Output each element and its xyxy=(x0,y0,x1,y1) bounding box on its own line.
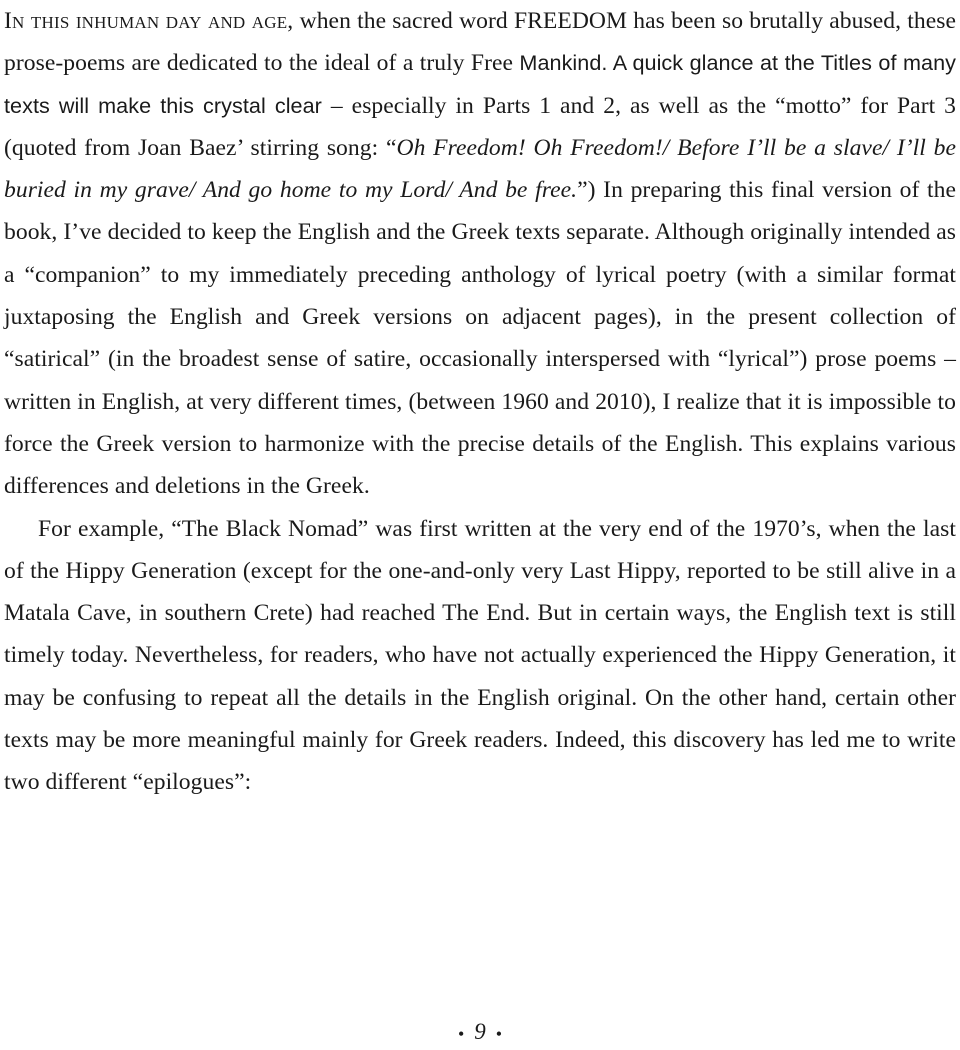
footer-bullet-left: • xyxy=(457,1023,465,1044)
opening-smallcaps: In this inhuman day and age, xyxy=(4,8,294,34)
paragraph-text: when the sacred word FREEDOM has been so brutally abused, these prose-poems are dedicated to the ideal of a truly Free xyxy=(4,8,956,77)
sans-serif-fragment: Mankind. A quick glance at the Titles of many texts will make this crystal clear xyxy=(4,50,956,118)
page-footer xyxy=(0,1018,960,1048)
body-text xyxy=(4,0,956,804)
footer-bullet-right: • xyxy=(495,1023,503,1044)
song-quote: Oh Freedom! Oh Freedom!/ Before I’ll be a slave/ I’ll be buried in my grave/ And go home to my Lord/ And be free. xyxy=(4,134,956,204)
paragraph-text: – especially in Parts 1 and 2, as well as the “motto” for Part 3 (quoted from Joan Baez’ stirring song: “ xyxy=(4,92,957,161)
paragraph-example: For example, “The Black Nomad” was first written at the very end of the 1970’s, when the last of the Hippy Generation (except for the one-and-only very Last Hippy, reported to be still alive in a Matala Cave, in southern Crete) had reached The End. But in certain ways, the English text is still timely today. Nevertheless, for readers, who have not actually experienced the Hippy Generation, it may be confusing to repeat all the details in the English original. On the other hand, certain other texts may be more meaningful mainly for Greek readers. Indeed, this discovery has led me to write two different “epilogues”: xyxy=(4,515,956,796)
page-number: 9 xyxy=(474,1019,486,1044)
paragraph-text: ”) In preparing this final version of the book, I’ve decided to keep the English and the Greek texts separate. Although originally intended as a “companion” to my immediately preceding anthology of lyrical poetry (with a similar format juxtaposing the English and Greek versions on adjacent pages), in the present collection of “satirical” (in the broadest sense of satire, occasionally interspersed with “lyrical”) prose poems – written in English, at very different times, (between 1960 and 2010), I realize that it is impossible to force the Greek version to harmonize with the precise details of the English. This explains various differences and deletions in the Greek. xyxy=(4,177,957,500)
paragraph-dedication xyxy=(4,0,956,508)
